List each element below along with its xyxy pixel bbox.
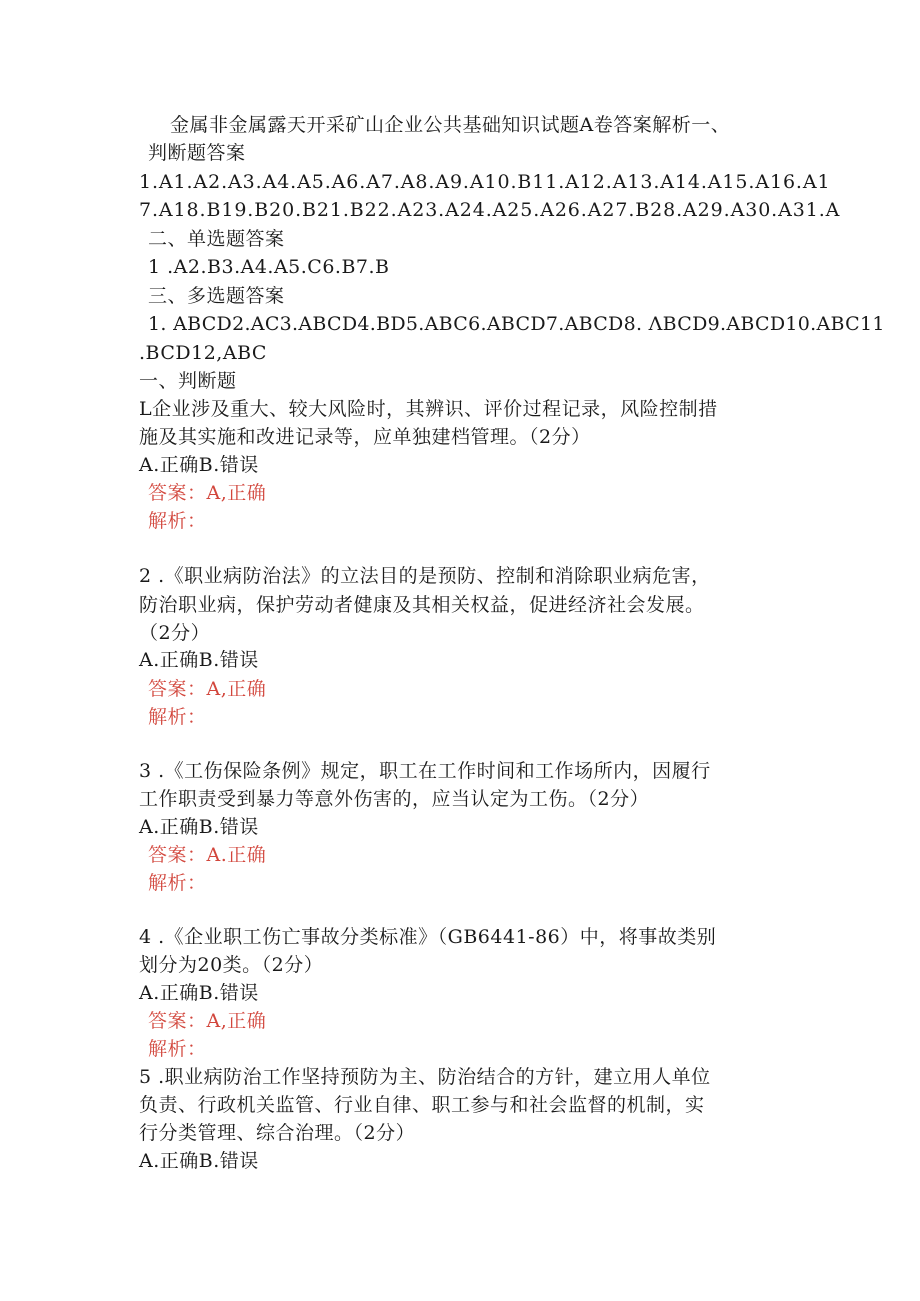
- question-1-analysis: 解析：: [148, 510, 207, 532]
- question-4-answer: 答案：A,正确: [148, 1010, 267, 1032]
- question-3-options: A.正确B.错误: [139, 816, 259, 838]
- question-5-line-1: 5 .职业病防治工作坚持预防为主、防治结合的方针，建立用人单位: [139, 1066, 711, 1088]
- question-2-line-1: 2 .《职业病防治法》的立法目的是预防、控制和消除职业病危害，: [139, 565, 711, 587]
- document-title-line-1: 金属非金属露天开采矿山企业公共基础知识试题A卷答案解析一、: [170, 114, 731, 136]
- question-1-answer: 答案：A,正确: [148, 482, 267, 504]
- single-choice-heading: 二、单选题答案: [148, 228, 285, 250]
- question-2-answer: 答案：A,正确: [148, 678, 267, 700]
- judgment-answer-key-line-2: 7.A18.B19.B20.B21.B22.A23.A24.A25.A26.A27.B28.A29.A30.A31.A: [139, 199, 841, 221]
- question-1-line-1: L企业涉及重大、较大风险时，其辨识、评价过程记录，风险控制措: [139, 398, 718, 420]
- question-3-analysis: 解析：: [148, 872, 207, 894]
- question-1-line-2: 施及其实施和改进记录等，应单独建档管理。（2分）: [139, 426, 591, 448]
- multi-choice-answers-line-2: .BCD12,ABC: [139, 342, 267, 364]
- question-2-options: A.正确B.错误: [139, 649, 259, 671]
- question-4-line-2: 划分为20类。（2分）: [139, 954, 324, 976]
- question-4-analysis: 解析：: [148, 1038, 207, 1060]
- question-4-line-1: 4 .《企业职工伤亡事故分类标准》（GB6441-86）中，将事故类别: [139, 926, 717, 948]
- question-5-options: A.正确B.错误: [139, 1150, 259, 1172]
- judgment-answer-key-line-1: 1.A1.A2.A3.A4.A5.A6.A7.A8.A9.A10.B11.A12.A13.A14.A15.A16.A1: [139, 171, 831, 193]
- question-3-line-2: 工作职责受到暴力等意外伤害的，应当认定为工伤。（2分）: [139, 788, 650, 810]
- question-4-options: A.正确B.错误: [139, 982, 259, 1004]
- question-2-line-2: 防治职业病，保护劳动者健康及其相关权益，促进经济社会发展。: [139, 594, 705, 616]
- question-2-line-3: （2分）: [139, 622, 211, 644]
- multi-choice-answers-line-1: 1. ABCD2.AC3.ABCD4.BD5.ABC6.ABCD7.ABCD8. ΛBCD9.ABCD10.ABC11: [148, 313, 885, 335]
- section-heading-judgment: 一、判断题: [139, 370, 237, 392]
- question-3-answer: 答案：A.正确: [148, 844, 267, 866]
- multi-choice-heading: 三、多选题答案: [148, 285, 285, 307]
- document-title-line-2: 判断题答案: [148, 142, 246, 164]
- question-5-line-3: 行分类管理、综合治理。（2分）: [139, 1122, 416, 1144]
- question-3-line-1: 3 .《工伤保险条例》规定，职工在工作时间和工作场所内，因履行: [139, 760, 711, 782]
- question-2-analysis: 解析：: [148, 706, 207, 728]
- question-1-options: A.正确B.错误: [139, 454, 259, 476]
- single-choice-answers: 1 .A2.B3.A4.A5.C6.B7.B: [148, 256, 390, 278]
- question-5-line-2: 负责、行政机关监管、行业自律、职工参与和社会监督的机制，实: [139, 1094, 705, 1116]
